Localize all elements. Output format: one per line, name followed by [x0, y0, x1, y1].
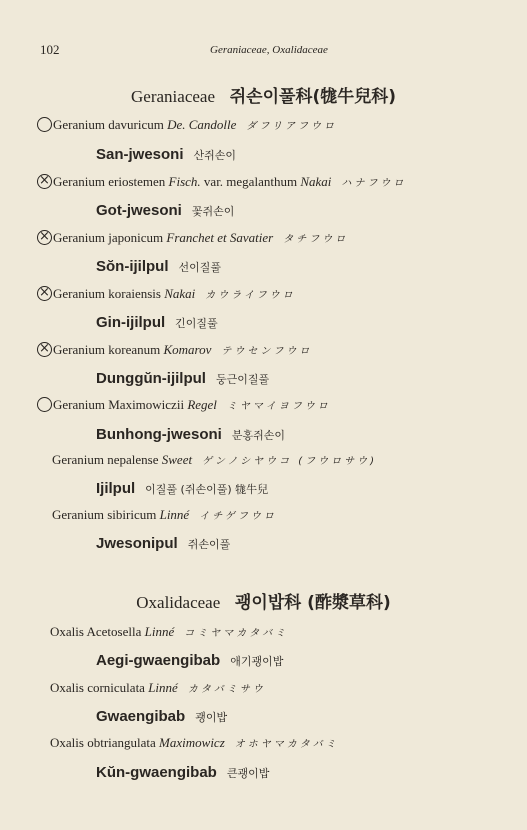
common-name-line — [96, 478, 268, 497]
japanese-name: イチゲフウロ — [199, 511, 277, 522]
hangul-name: 괭이밥 — [195, 711, 228, 724]
family-latin: Oxalidaceae — [136, 593, 221, 612]
epithet: eriostemen — [108, 174, 166, 189]
genus: Geranium — [53, 174, 105, 189]
common-name-line — [96, 762, 269, 781]
genus: Geranium — [53, 117, 105, 132]
crossed-circle-marker-icon — [37, 174, 52, 189]
genus: Geranium — [52, 452, 104, 467]
crossed-circle-marker-icon — [37, 342, 52, 357]
family-korean: 괭이밥科 (酢漿草科) — [235, 593, 391, 613]
genus: Oxalis — [50, 735, 84, 750]
japanese-name: ミヤマイヨフウロ — [226, 401, 331, 412]
epithet: davuricum — [108, 117, 164, 132]
epithet: koraiensis — [108, 286, 161, 301]
authority: Franchet et Savatier — [166, 230, 274, 245]
common-name-line — [96, 200, 234, 219]
running-head — [0, 42, 527, 62]
japanese-name: オホヤマカタバミ — [234, 739, 339, 750]
hangul-name: 큰괭이밥 — [226, 767, 270, 780]
variety: var. megalanthum — [203, 174, 298, 189]
japanese-name: タチフウロ — [283, 234, 349, 245]
romanized-name: Aegi-gwaengibab — [96, 652, 221, 669]
species-name — [52, 507, 277, 523]
hangul-name: 산쥐손이 — [193, 149, 237, 162]
circle-marker-icon — [37, 397, 52, 412]
epithet: japonicum — [108, 230, 164, 245]
genus: Geranium — [52, 507, 104, 522]
species-name — [37, 397, 331, 413]
authority: Sweet — [161, 452, 193, 467]
species-name — [37, 342, 312, 358]
species-name — [50, 624, 288, 640]
common-name-line — [96, 706, 227, 725]
common-name-line — [96, 533, 230, 552]
family-latin: Geraniaceae — [131, 87, 215, 106]
romanized-name: Ijilpul — [96, 480, 136, 497]
romanized-name: Sŏn-ijilpul — [96, 258, 169, 275]
crossed-circle-marker-icon — [37, 230, 52, 245]
common-name-line — [96, 144, 236, 163]
epithet: Maximowiczii — [108, 397, 185, 412]
common-name-line — [96, 424, 285, 443]
romanized-name: Got-jwesoni — [96, 202, 182, 219]
epithet: nepalense — [107, 452, 159, 467]
family-heading-oxalidaceae — [0, 588, 527, 614]
common-name-line — [96, 256, 221, 275]
common-name-line — [96, 312, 218, 331]
romanized-name: Jwesonipul — [96, 535, 178, 552]
page-number: 102 — [40, 42, 60, 57]
authority: Komarov — [163, 342, 212, 357]
romanized-name: Gwaengibab — [96, 708, 186, 725]
common-name-line — [96, 650, 283, 669]
romanized-name: Kŭn-gwaengibab — [96, 764, 217, 781]
epithet: sibiricum — [107, 507, 157, 522]
species-name — [52, 452, 377, 468]
authority: De. Candolle — [167, 117, 237, 132]
hangul-name: 이질풀 (쥐손이풀) 牻牛兒 — [145, 483, 269, 496]
species-name — [37, 117, 337, 133]
variety-authority: Nakai — [300, 174, 332, 189]
genus: Geranium — [53, 230, 105, 245]
hangul-name: 둥근이질풀 — [215, 373, 270, 386]
family-korean: 쥐손이풀科(牻牛兒科) — [229, 87, 396, 107]
running-title: Geraniaceae, Oxalidaceae — [210, 44, 328, 56]
species-name — [37, 286, 296, 302]
epithet: obtriangulata — [87, 735, 156, 750]
genus: Oxalis — [50, 680, 84, 695]
authority: Nakai — [164, 286, 196, 301]
romanized-name: Bunhong-jwesoni — [96, 426, 222, 443]
japanese-name: ゲンノシヤウコ (フウロサウ) — [202, 456, 378, 467]
japanese-name: カウライフウロ — [205, 290, 296, 301]
epithet: Acetosella — [86, 624, 142, 639]
hangul-name: 긴이질풀 — [175, 317, 218, 330]
hangul-name: 분홍쥐손이 — [231, 429, 285, 442]
authority: Maximowicz — [159, 735, 225, 750]
japanese-name: カタバミサウ — [187, 684, 266, 695]
genus: Geranium — [53, 397, 105, 412]
authority: Regel — [187, 397, 217, 412]
romanized-name: Gin-ijilpul — [96, 314, 166, 331]
japanese-name: テウセンフウロ — [221, 346, 313, 357]
authority: Linné — [148, 680, 178, 695]
japanese-name: コミヤマカタバミ — [184, 628, 289, 639]
circle-marker-icon — [37, 117, 52, 132]
species-name — [37, 174, 406, 190]
japanese-name: ダフリアフウロ — [246, 121, 338, 132]
genus: Geranium — [53, 342, 105, 357]
hangul-name: 선이질풀 — [178, 261, 222, 274]
family-heading-geraniaceae — [0, 82, 527, 108]
common-name-line — [96, 368, 269, 387]
genus: Oxalis — [50, 624, 84, 639]
epithet: corniculata — [87, 680, 145, 695]
romanized-name: San-jwesoni — [96, 146, 184, 163]
hangul-name: 꽃쥐손이 — [191, 205, 235, 218]
authority: Linné — [144, 624, 175, 639]
species-name — [50, 680, 266, 696]
romanized-name: Dunggŭn-ijilpul — [96, 370, 206, 387]
authority: Linné — [159, 507, 190, 522]
crossed-circle-marker-icon — [37, 286, 52, 301]
epithet: koreanum — [108, 342, 161, 357]
hangul-name: 애기괭이밥 — [230, 655, 284, 668]
genus: Geranium — [53, 286, 105, 301]
hangul-name: 쥐손이풀 — [187, 538, 231, 551]
authority: Fisch. — [168, 174, 201, 189]
species-name — [37, 230, 348, 246]
japanese-name: ハナフウロ — [341, 178, 407, 189]
species-name — [50, 735, 339, 751]
